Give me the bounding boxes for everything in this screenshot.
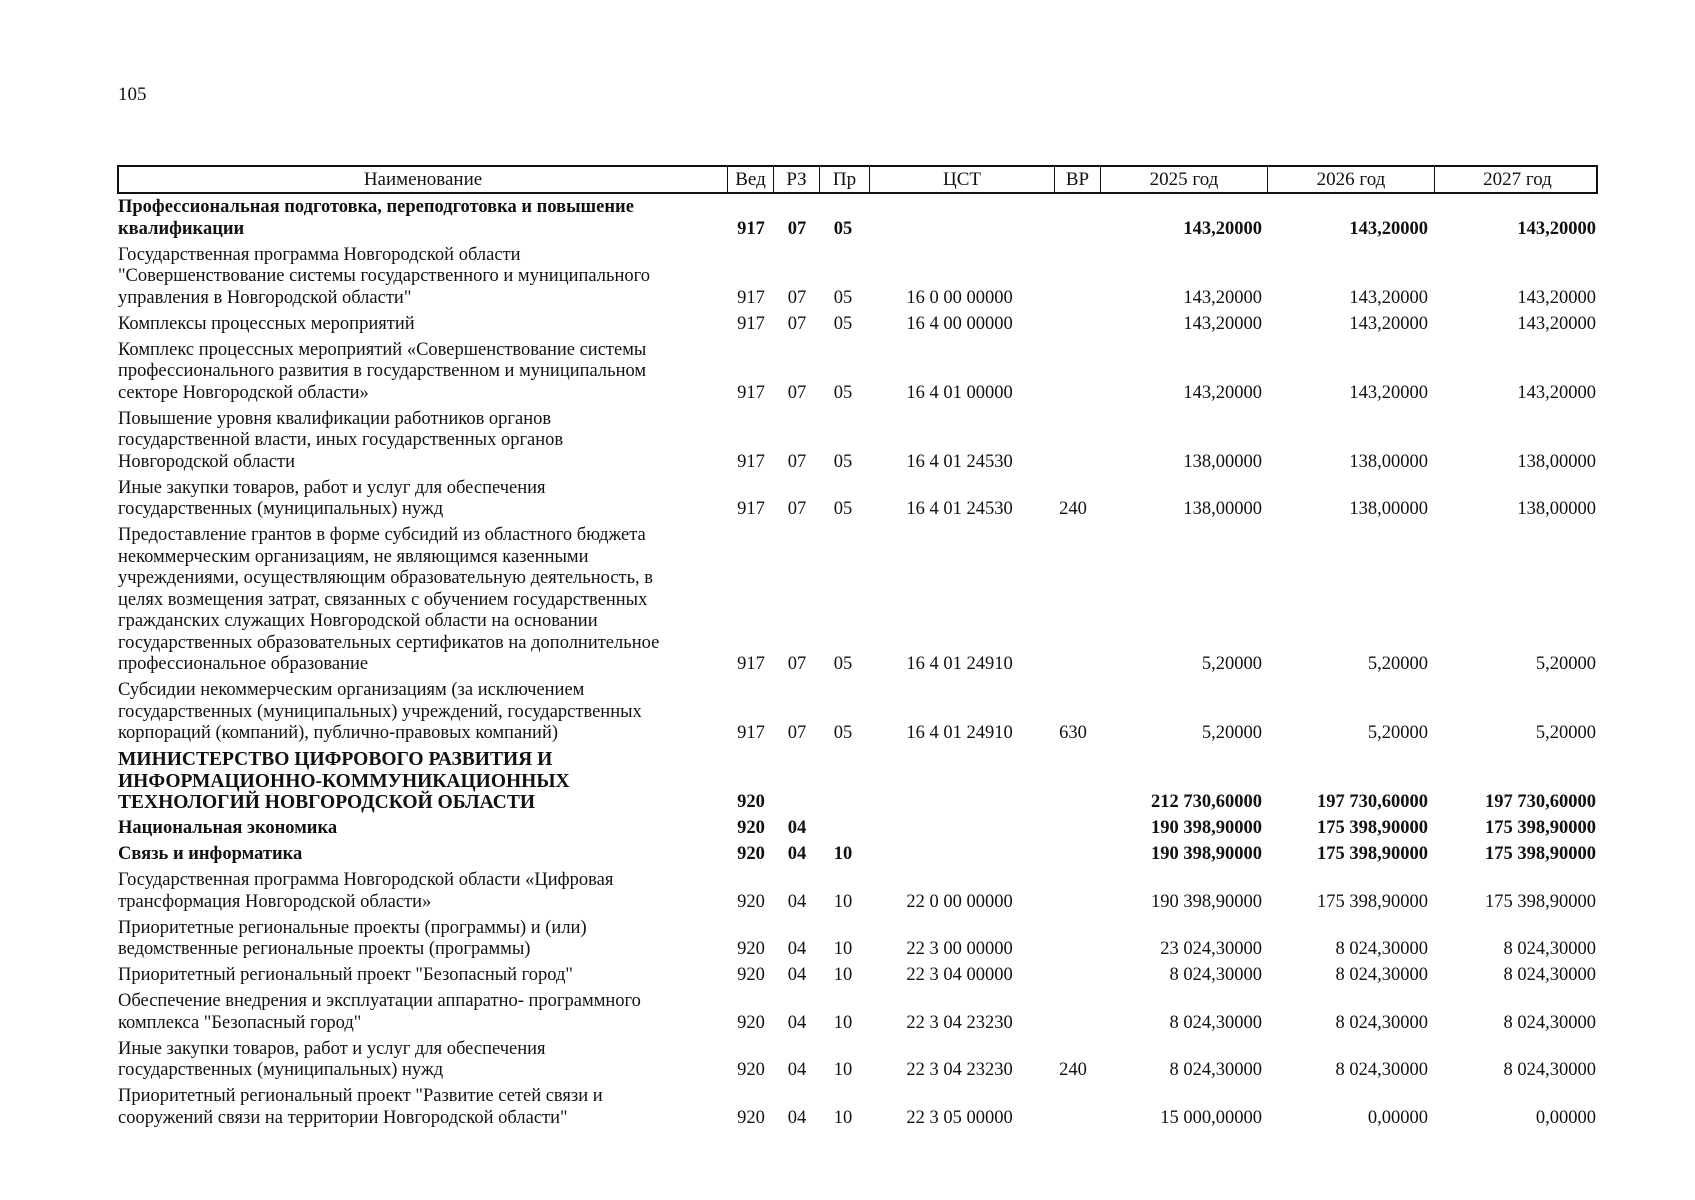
header-name: Наименование [363, 169, 483, 190]
cell-2027: 5,20000 [1535, 723, 1596, 743]
cell-rz: 04 [787, 818, 807, 838]
row-name-line: государственной власти, иных государственных органов [118, 430, 564, 450]
table-row [0, 409, 1695, 474]
row-name-line: "Совершенствование системы государственного и муниципального [118, 266, 650, 286]
cell-ved: 917 [737, 218, 765, 239]
cell-pr: 10 [833, 939, 853, 959]
cell-2027: 8 024,30000 [1503, 1060, 1596, 1080]
row-name-line: профессионального развития в государственном и муниципальном [118, 361, 647, 381]
row-name-line: комплекса "Безопасный город" [118, 1012, 362, 1033]
cell-2026: 138,00000 [1349, 451, 1428, 472]
header-cst: ЦСТ [869, 167, 1054, 193]
table-row [0, 1086, 1695, 1129]
cell-ved: 917 [737, 654, 765, 674]
cell-2026: 8 024,30000 [1335, 939, 1428, 959]
header-pr: Пр [819, 167, 869, 193]
row-name-line: профессиональное образование [118, 654, 369, 674]
row-name-line: Комплексы процессных мероприятий [118, 313, 415, 334]
row-name-line: государственных (муниципальных) учреждений, государственных [118, 701, 642, 722]
cell-ved: 920 [737, 1012, 765, 1033]
cell-cst: 16 4 01 00000 [906, 382, 1013, 403]
row-name [118, 749, 723, 814]
cell-cst: 22 3 04 00000 [906, 965, 1013, 985]
cell-2026: 8 024,30000 [1335, 1012, 1428, 1033]
cell-cst: 16 4 00 00000 [906, 313, 1013, 334]
cell-2026: 5,20000 [1367, 654, 1428, 674]
cell-2027: 175 398,90000 [1485, 818, 1596, 838]
header-rz: РЗ [773, 167, 819, 193]
cell-2025: 212 730,60000 [1151, 792, 1262, 812]
cell-pr: 10 [833, 1060, 853, 1080]
cell-2025: 15 000,00000 [1160, 1107, 1262, 1128]
row-name [118, 525, 723, 676]
table-row [0, 314, 1695, 336]
cell-pr: 10 [833, 1107, 853, 1128]
cell-2025: 190 398,90000 [1151, 891, 1262, 912]
table-row [0, 1039, 1695, 1082]
cell-ved: 920 [737, 1060, 765, 1080]
row-name-line: Предоставление грантов в форме субсидий из областного бюджета [118, 525, 646, 545]
cell-pr: 05 [833, 723, 853, 743]
cell-rz: 07 [787, 723, 807, 743]
header-vr: ВР [1054, 167, 1100, 193]
cell-2026: 143,20000 [1349, 382, 1428, 403]
cell-2025: 8 024,30000 [1169, 1060, 1262, 1080]
cell-2027: 5,20000 [1535, 654, 1596, 674]
table-row [0, 991, 1695, 1034]
cell-ved: 917 [737, 313, 765, 334]
cell-2026: 143,20000 [1349, 313, 1428, 334]
cell-2026: 143,20000 [1349, 287, 1428, 308]
cell-rz: 04 [787, 1012, 807, 1033]
row-name-line: Обеспечение внедрения и эксплуатации аппаратно- программного [118, 991, 641, 1011]
cell-rz: 07 [787, 218, 807, 239]
row-name-line: корпораций (компаний), публично-правовых компаний) [118, 723, 559, 743]
cell-pr: 05 [833, 654, 853, 674]
row-name-line: целях возмещения затрат, связанных с обучением государственных [118, 589, 648, 610]
cell-2025: 143,20000 [1183, 382, 1262, 403]
row-name [118, 1039, 723, 1082]
cell-2025: 143,20000 [1183, 313, 1262, 334]
cell-vr: 630 [1059, 723, 1087, 743]
cell-2027: 8 024,30000 [1503, 965, 1596, 985]
cell-2026: 197 730,60000 [1317, 792, 1428, 812]
table-row [0, 870, 1695, 913]
row-name-line: государственных (муниципальных) нужд [118, 1060, 444, 1080]
cell-2027: 175 398,90000 [1485, 844, 1596, 864]
table-row [0, 818, 1695, 840]
row-name [118, 818, 723, 840]
cell-pr: 10 [833, 844, 853, 864]
cell-pr: 10 [833, 1012, 853, 1033]
cell-ved: 917 [737, 499, 765, 519]
cell-2025: 8 024,30000 [1169, 1012, 1262, 1033]
table-row [0, 918, 1695, 961]
cell-2025: 143,20000 [1183, 218, 1262, 239]
cell-cst: 16 4 01 24530 [906, 451, 1013, 472]
cell-cst: 16 4 01 24910 [906, 723, 1013, 743]
cell-2025: 138,00000 [1183, 499, 1262, 519]
row-name-line: Связь и информатика [118, 844, 303, 864]
cell-ved: 920 [737, 1107, 765, 1128]
row-name-line: учреждениями, осуществляющим образовательную деятельность, в [118, 568, 654, 588]
cell-2026: 175 398,90000 [1317, 818, 1428, 838]
cell-2026: 175 398,90000 [1317, 844, 1428, 864]
row-name-line: Иные закупки товаров, работ и услуг для обеспечения [118, 477, 546, 498]
cell-2026: 0,00000 [1367, 1107, 1428, 1128]
cell-2027: 8 024,30000 [1503, 939, 1596, 959]
cell-2025: 23 024,30000 [1160, 939, 1262, 959]
cell-rz: 04 [787, 1060, 807, 1080]
cell-pr: 05 [833, 313, 853, 334]
table-row [0, 245, 1695, 310]
header-2027: 2027 год [1434, 167, 1600, 193]
cell-rz: 04 [787, 1107, 807, 1128]
cell-cst: 16 0 00 00000 [906, 287, 1013, 308]
row-name [118, 340, 723, 405]
cell-2027: 175 398,90000 [1485, 891, 1596, 912]
cell-rz: 04 [787, 939, 807, 959]
cell-rz: 04 [787, 844, 807, 864]
table-row [0, 525, 1695, 676]
cell-ved: 920 [737, 965, 765, 985]
header-2026: 2026 год [1267, 167, 1434, 193]
row-name-line: Государственная программа Новгородской области [118, 244, 521, 265]
cell-rz: 04 [787, 965, 807, 985]
cell-ved: 920 [737, 844, 765, 864]
cell-pr: 05 [833, 382, 853, 403]
row-name [118, 1086, 723, 1129]
cell-2026: 5,20000 [1367, 723, 1428, 743]
cell-2027: 143,20000 [1517, 218, 1596, 239]
cell-2026: 143,20000 [1349, 218, 1428, 239]
cell-2027: 197 730,60000 [1485, 792, 1596, 812]
row-name-line: управления в Новгородской области" [118, 287, 412, 308]
cell-2025: 190 398,90000 [1151, 844, 1262, 864]
cell-rz: 07 [787, 654, 807, 674]
cell-cst: 22 3 04 23230 [906, 1012, 1013, 1033]
cell-cst: 16 4 01 24910 [906, 654, 1013, 674]
cell-cst: 22 0 00 00000 [906, 891, 1013, 912]
cell-rz: 07 [787, 499, 807, 519]
cell-vr: 240 [1059, 1060, 1087, 1080]
cell-ved: 917 [737, 723, 765, 743]
cell-2027: 143,20000 [1517, 382, 1596, 403]
cell-rz: 07 [787, 382, 807, 403]
cell-rz: 07 [787, 451, 807, 472]
cell-2026: 138,00000 [1349, 499, 1428, 519]
cell-rz: 07 [787, 313, 807, 334]
row-name-line: трансформация Новгородской области» [118, 891, 432, 912]
table-row [0, 965, 1695, 987]
header-2025: 2025 год [1100, 167, 1267, 193]
cell-pr: 05 [833, 499, 853, 519]
cell-2026: 8 024,30000 [1335, 965, 1428, 985]
row-name-line: секторе Новгородской области» [118, 382, 369, 403]
row-name-line: государственных образовательных сертификатов на дополнительное [118, 632, 660, 653]
row-name [118, 409, 723, 474]
cell-rz: 07 [787, 287, 807, 308]
cell-ved: 917 [737, 382, 765, 403]
row-name [118, 965, 723, 987]
cell-2025: 143,20000 [1183, 287, 1262, 308]
cell-cst: 22 3 04 23230 [906, 1060, 1013, 1080]
cell-pr: 05 [833, 451, 853, 472]
cell-2025: 5,20000 [1201, 654, 1262, 674]
row-name-line: Комплекс процессных мероприятий «Совершенствование системы [118, 339, 647, 360]
cell-cst: 22 3 05 00000 [906, 1107, 1013, 1128]
header-ved: Вед [727, 167, 773, 193]
cell-cst: 22 3 00 00000 [906, 939, 1013, 959]
page-number: 105 [118, 84, 147, 105]
cell-2027: 0,00000 [1535, 1107, 1596, 1128]
cell-ved: 917 [737, 451, 765, 472]
row-name [118, 991, 723, 1034]
cell-2027: 138,00000 [1517, 451, 1596, 472]
row-name [118, 314, 723, 336]
cell-pr: 10 [833, 965, 853, 985]
cell-ved: 920 [737, 792, 765, 812]
row-name-line: МИНИСТЕРСТВО ЦИФРОВОГО РАЗВИТИЯ И [118, 749, 553, 770]
cell-2027: 8 024,30000 [1503, 1012, 1596, 1033]
row-name-line: ИНФОРМАЦИОННО-КОММУНИКАЦИОННЫХ [118, 770, 570, 792]
cell-2026: 8 024,30000 [1335, 1060, 1428, 1080]
row-name-line: сооружений связи на территории Новгородской области" [118, 1107, 568, 1128]
table-row [0, 844, 1695, 866]
row-name-line: гражданских служащих Новгородской области на основании [118, 611, 598, 631]
table-row [0, 197, 1695, 240]
row-name [118, 918, 723, 961]
cell-ved: 920 [737, 891, 765, 912]
row-name-line: государственных (муниципальных) нужд [118, 499, 444, 519]
row-name-line: Иные закупки товаров, работ и услуг для обеспечения [118, 1038, 546, 1059]
row-name [118, 680, 723, 745]
cell-2025: 190 398,90000 [1151, 818, 1262, 838]
row-name [118, 245, 723, 310]
cell-ved: 920 [737, 818, 765, 838]
cell-pr: 05 [833, 287, 853, 308]
row-name-line: Государственная программа Новгородской области «Цифровая [118, 870, 614, 890]
table-row [0, 680, 1695, 745]
table-row [0, 749, 1695, 814]
row-name-line: некоммерческим организациям, не являющимся казенными [118, 546, 589, 567]
table-row [0, 340, 1695, 405]
cell-2026: 175 398,90000 [1317, 891, 1428, 912]
row-name-line: Повышение уровня квалификации работников органов [118, 408, 552, 429]
row-name-line: квалификации [118, 218, 245, 239]
row-name [118, 478, 723, 521]
table-row [0, 478, 1695, 521]
row-name-line: Новгородской области [118, 451, 295, 472]
cell-pr: 05 [833, 218, 853, 239]
row-name-line: Профессиональная подготовка, переподготовка и повышение [118, 197, 634, 217]
cell-rz: 04 [787, 891, 807, 912]
row-name-line: Приоритетный региональный проект "Развитие сетей связи и [118, 1086, 603, 1106]
row-name-line: Субсидии некоммерческим организациям (за исключением [118, 680, 585, 700]
cell-2027: 143,20000 [1517, 313, 1596, 334]
row-name-line: Национальная экономика [118, 818, 338, 838]
cell-2027: 138,00000 [1517, 499, 1596, 519]
row-name [118, 844, 723, 866]
cell-cst: 16 4 01 24530 [906, 499, 1013, 519]
cell-vr: 240 [1059, 499, 1087, 519]
cell-ved: 920 [737, 939, 765, 959]
row-name [118, 870, 723, 913]
cell-ved: 917 [737, 287, 765, 308]
cell-2025: 8 024,30000 [1169, 965, 1262, 985]
row-name-line: Приоритетный региональный проект "Безопасный город" [118, 965, 573, 985]
cell-2027: 143,20000 [1517, 287, 1596, 308]
row-name-line: Приоритетные региональные проекты (программы) и (или) [118, 917, 587, 938]
row-name [118, 197, 723, 240]
cell-pr: 10 [833, 891, 853, 912]
row-name-line: ТЕХНОЛОГИЙ НОВГОРОДСКОЙ ОБЛАСТИ [118, 792, 536, 813]
row-name-line: ведомственные региональные проекты (программы) [118, 939, 531, 959]
cell-2025: 5,20000 [1201, 723, 1262, 743]
cell-2025: 138,00000 [1183, 451, 1262, 472]
